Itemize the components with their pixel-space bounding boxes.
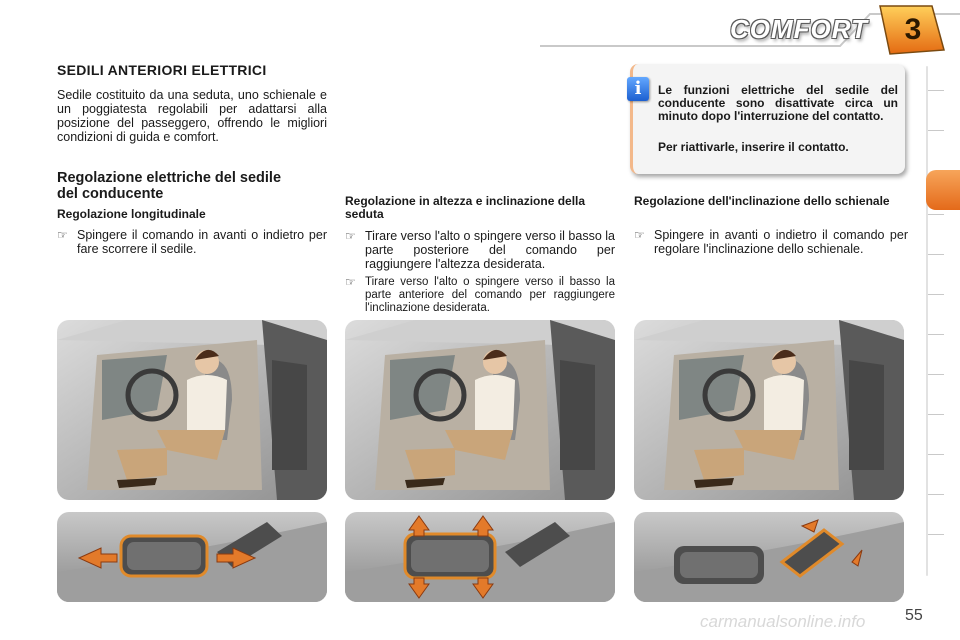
chapter-tab-strip <box>926 66 960 576</box>
bullet-text: Spingere il comando in avanti o indietro per fare scorrere il sedile. <box>77 228 327 256</box>
height-control-detail <box>345 512 615 602</box>
chapter-number-badge <box>888 10 938 54</box>
column-2-bullet-1 <box>345 229 615 271</box>
subsection-title: Regolazione elettriche del sedile del conducente <box>57 170 282 202</box>
column-2-bullet-2 <box>345 276 615 315</box>
chapter-title: COMFORT <box>730 14 868 44</box>
seat-illustration-backrest <box>634 320 904 500</box>
column-1-heading: Regolazione longitudinale <box>57 207 206 221</box>
info-text-reactivate: Per riattivarle, inserire il contatto. <box>658 140 849 154</box>
column-1-bullet <box>57 228 327 256</box>
pointing-hand-icon: ☞ <box>345 229 356 243</box>
bullet-text: Spingere in avanti o indietro il comando per regolare l'inclinazione dello schienale. <box>654 228 908 256</box>
column-2-heading: Regolazione in altezza e inclinazione della seduta <box>345 194 586 221</box>
chapter-tab-active[interactable] <box>926 170 960 210</box>
pointing-hand-icon: ☞ <box>634 228 645 242</box>
watermark: carmanualsonline.info <box>700 612 866 631</box>
page-number: 55 <box>905 607 923 624</box>
column-3-heading: Regolazione dell'inclinazione dello schienale <box>634 194 890 208</box>
seat-illustration-longitudinal <box>57 320 327 500</box>
seat-illustration-height <box>345 320 615 500</box>
bullet-text: Tirare verso l'alto o spingere verso il basso la parte anteriore del comando per raggiungere l'inclinazione desiderata. <box>365 276 615 314</box>
section-intro: Sedile costituito da una seduta, uno schienale e un poggiatesta regolabili per adattarsi alla posizione del passeggero, offrendo le migliori condizioni di guida e comfort. <box>57 88 327 144</box>
backrest-control-detail <box>634 512 904 602</box>
pointing-hand-icon: ☞ <box>57 228 68 242</box>
info-text: Le funzioni elettriche del sedile del conducente sono disattivate circa un minuto dopo l'interruzione del contatto. <box>658 83 898 123</box>
longitudinal-control-detail <box>57 512 327 602</box>
column-3-bullet <box>634 228 908 256</box>
info-icon: i <box>627 77 649 101</box>
chapter-number: 3 <box>904 13 922 46</box>
section-title: SEDILI ANTERIORI ELETTRICI <box>57 62 267 78</box>
bullet-text: Tirare verso l'alto o spingere verso il basso la parte posteriore del comando per raggiungere l'altezza desiderata. <box>365 229 615 271</box>
pointing-hand-icon: ☞ <box>345 275 356 289</box>
